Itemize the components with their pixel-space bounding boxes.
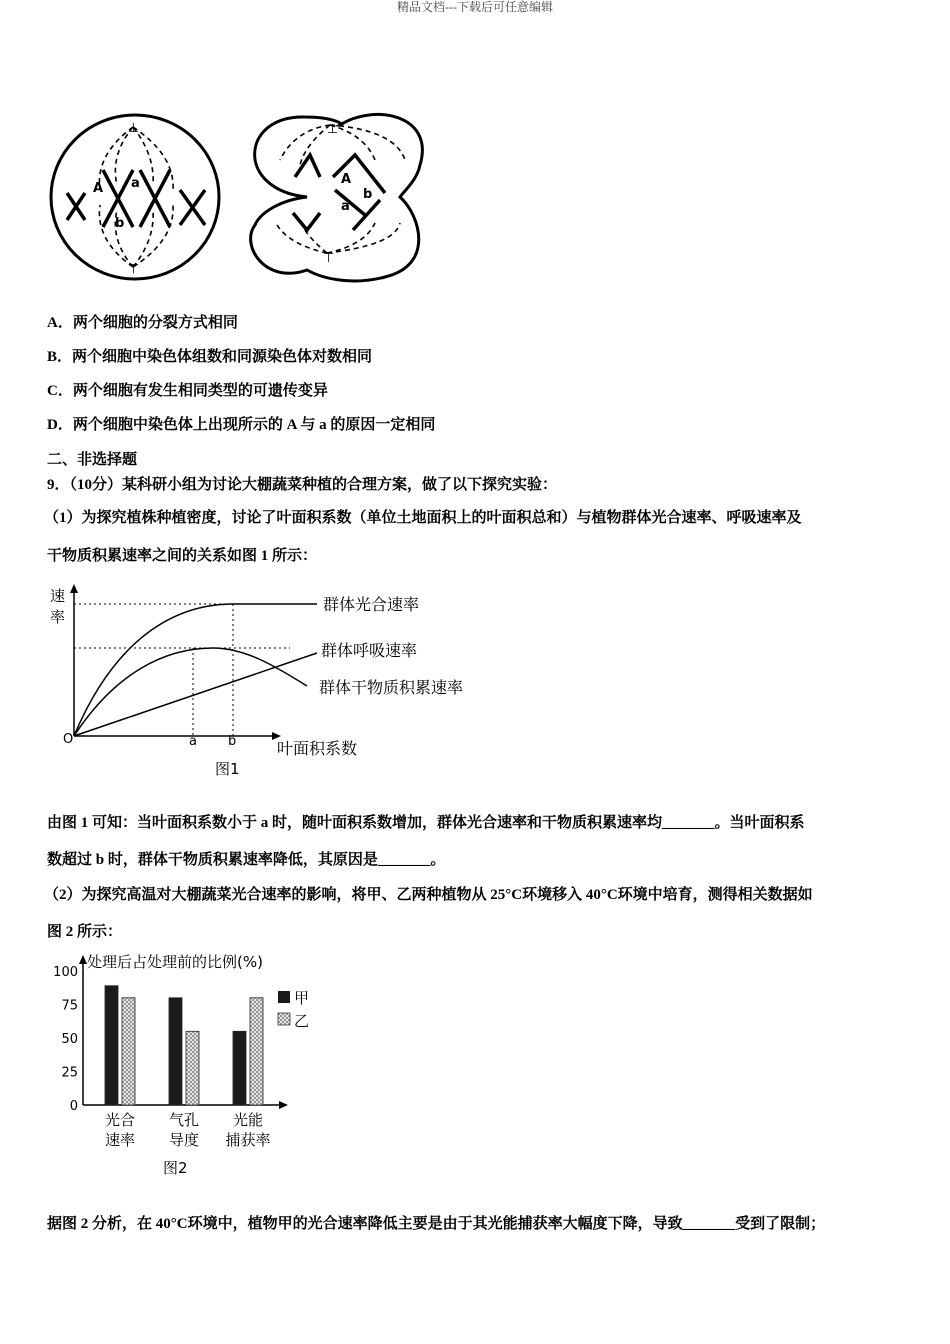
fig2-y-arrow-icon xyxy=(79,955,87,964)
label-b-right: b xyxy=(363,187,373,202)
legend-swatch-jia xyxy=(278,991,290,1003)
fig1-origin-label: O xyxy=(63,732,74,747)
option-a: A．两个细胞的分裂方式相同 xyxy=(47,315,238,331)
figure-1-chart xyxy=(45,578,485,783)
spindle-left xyxy=(99,127,173,267)
fig2-ytick-25: 25 xyxy=(61,1065,78,1081)
q9-part1-line1: （1）为探究植株种植密度，讨论了叶面积系数（单位土地面积上的叶面积总和）与植物群体光合速率、呼吸速率及 xyxy=(44,510,802,526)
fig2-ytick-0: 0 xyxy=(69,1099,78,1114)
option-c: C．两个细胞有发生相同类型的可遗传变异 xyxy=(47,383,328,399)
fig1-xlabel: 叶面积系数 xyxy=(277,739,358,758)
legend-swatch-yi xyxy=(278,1013,290,1025)
cell-division-figure xyxy=(45,105,430,290)
page-header: 精品文档---下载后可任意编辑 xyxy=(397,0,553,14)
fig1-ylabel-2: 率 xyxy=(50,608,66,626)
label-a-right: a xyxy=(341,199,350,214)
fig1-caption: 图1 xyxy=(215,760,240,778)
fig2-bar-yi-0 xyxy=(122,998,135,1105)
fig2-category-2-line-1: 捕获率 xyxy=(225,1131,271,1149)
fig1-series-label-0: 群体光合速率 xyxy=(323,595,420,614)
legend-label-yi: 乙 xyxy=(294,1012,310,1030)
analysis2-line: 据图 2 分析，在 40°C环境中，植物甲的光合速率降低主要是由于其光能捕获率大幅度下降，导致_______受到了限制； xyxy=(47,1216,826,1232)
fig1-series-label-1: 群体呼吸速率 xyxy=(321,641,418,660)
fig2-ytick-50: 50 xyxy=(61,1032,78,1047)
fig2-category-1-line-0: 气孔 xyxy=(168,1111,200,1129)
fig1-ylabel-1: 速 xyxy=(50,587,66,605)
centrosome-bottom-icon: ⊤ xyxy=(128,262,140,277)
analysis1-line2: 数超过 b 时，群体干物质积累速率降低，其原因是_______。 xyxy=(47,852,446,868)
fig2-bar-yi-1 xyxy=(186,1031,199,1105)
cell-left-outline xyxy=(51,115,219,279)
label-a-left: a xyxy=(131,176,140,191)
fig1-guides xyxy=(74,604,290,736)
fig2-category-1-line-1: 导度 xyxy=(168,1131,200,1149)
fig2-ytick-100: 100 xyxy=(53,965,78,980)
fig2-categories xyxy=(105,1111,271,1149)
fig2-bar-jia-0 xyxy=(105,986,118,1105)
question-9-stem: 9．（10分）某科研小组为讨论大棚蔬菜种植的合理方案，做了以下探究实验： xyxy=(47,477,558,493)
fig2-ytick-75: 75 xyxy=(61,998,78,1014)
centrosome-right-top-icon: ⊥ xyxy=(327,122,339,137)
fig2-bar-jia-2 xyxy=(233,1031,246,1105)
fig2-category-0-line-1: 速率 xyxy=(104,1131,136,1149)
section-title: 二、非选择题 xyxy=(47,452,138,468)
fig1-xtick-b: b xyxy=(228,734,237,749)
fig2-yticks xyxy=(53,965,78,1114)
label-b-left: b xyxy=(115,216,125,231)
fig2-caption: 图2 xyxy=(163,1159,188,1177)
label-A-right: A xyxy=(341,172,352,187)
spindle-right xyxy=(277,125,405,253)
fig2-bar-jia-1 xyxy=(169,998,182,1105)
fig1-line-drymatter xyxy=(74,648,307,736)
fig1-xtick-a: a xyxy=(189,734,197,749)
fig2-category-2-line-0: 光能 xyxy=(232,1111,264,1129)
fig2-bars xyxy=(105,986,263,1105)
y-axis-arrow-icon xyxy=(70,584,78,593)
option-b: B．两个细胞中染色体组数和同源染色体对数相同 xyxy=(47,349,373,365)
figure-2-chart xyxy=(45,948,345,1180)
option-d: D．两个细胞中染色体上出现所示的 A 与 a 的原因一定相同 xyxy=(47,417,436,433)
fig2-ylabel: 处理后占处理前的比例(%) xyxy=(87,953,263,971)
analysis1-line1: 由图 1 可知：当叶面积系数小于 a 时，随叶面积系数增加，群体光合速率和干物质积累速率均_______。当叶面积系 xyxy=(47,815,805,831)
fig2-x-arrow-icon xyxy=(279,1101,288,1109)
legend-label-jia: 甲 xyxy=(294,989,310,1007)
q9-part2-line2: 图 2 所示： xyxy=(47,924,123,940)
cell-right-outline xyxy=(251,114,423,281)
q9-part2-line1: （2）为探究高温对大棚蔬菜光合速率的影响，将甲、乙两种植物从 25°C环境移入 40°C环境中培育，测得相关数据如 xyxy=(44,887,813,903)
fig2-bar-yi-2 xyxy=(250,998,263,1105)
fig1-series-label-2: 群体干物质积累速率 xyxy=(319,678,464,697)
centrosome-top-icon: ⊥ xyxy=(128,121,140,136)
q9-part1-line2: 干物质积累速率之间的关系如图 1 所示： xyxy=(47,548,318,564)
label-A-left: A xyxy=(93,181,104,196)
fig2-category-0-line-0: 光合 xyxy=(104,1111,136,1129)
centrosome-right-bottom-icon: ⊤ xyxy=(323,251,335,266)
fig1-line-respiration xyxy=(74,653,317,736)
